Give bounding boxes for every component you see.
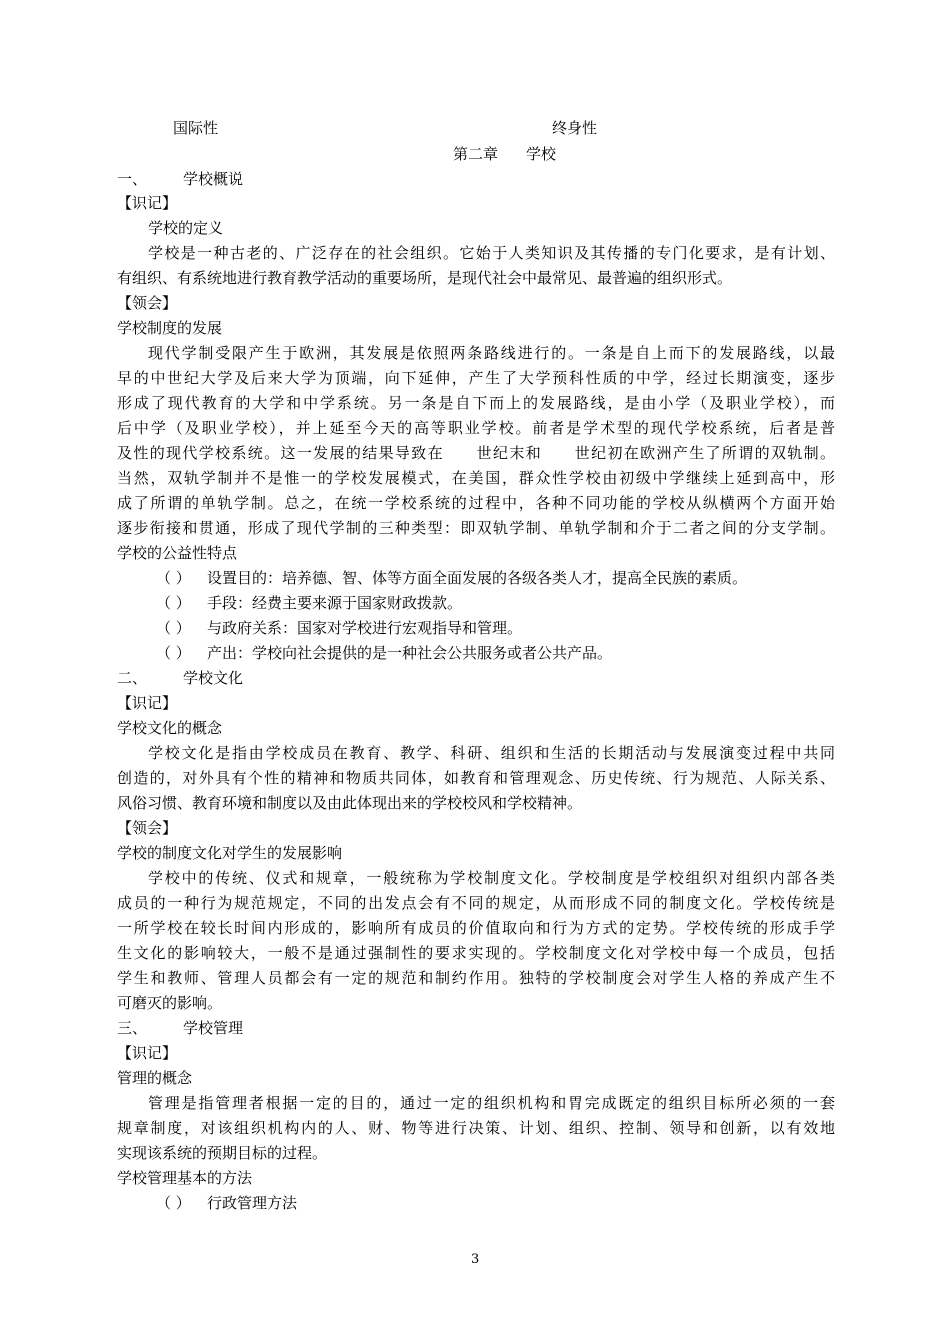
paragraph-line: 逐步衔接和贯通，形成了现代学制的三种类型：即双轨学制、单轨学制和介于二者之间的分支学制。 <box>117 519 835 537</box>
tag-memorize: 【识记】 <box>117 694 178 712</box>
subheading-school-culture: 学校文化的概念 <box>117 719 223 737</box>
paragraph-line: 学生和教师、管理人员都会有一定的规范和制约作用。独特的学校制度会对学生人格的养成产生不 <box>117 969 835 987</box>
paragraph-line: 创造的，对外具有个性的精神和物质共同体，如教育和管理观念、历史传统、行为规范、人际关系、 <box>117 769 835 787</box>
top-left-term: 国际性 <box>173 119 219 137</box>
top-right-term: 终身性 <box>552 119 598 137</box>
section-2-number: 二、 <box>117 669 148 687</box>
paragraph-line: 学校中的传统、仪式和规章，一般统称为学校制度文化。学校制度是学校组织对组织内部各类 <box>148 869 835 887</box>
section-3-number: 三、 <box>117 1019 148 1037</box>
paragraph-line: 规章制度，对该组织机构内的人、财、物等进行决策、计划、组织、控制、领导和创新，以有效地 <box>117 1119 835 1137</box>
paragraph-line: 早的中世纪大学及后来大学为顶端，向下延伸，产生了大学预科性质的中学，经过长期演变，逐步 <box>117 369 835 387</box>
paragraph-line: 后中学（及职业学校），并上延至今天的高等职业学校。前者是学术型的现代学校系统，后者是普 <box>117 419 835 437</box>
list-item-marker: （ ） <box>156 594 191 612</box>
subheading-school-definition: 学校的定义 <box>148 219 224 237</box>
list-item-text: 产出：学校向社会提供的是一种社会公共服务或者公共产品。 <box>207 644 613 662</box>
paragraph-line: 当然，双轨学制并不是惟一的学校发展模式，在美国，群众性学校由初级中学继续上延到高中，形 <box>117 469 835 487</box>
paragraph-line: 现代学制受限产生于欧洲，其发展是依照两条路线进行的。一条是自上而下的发展路线，以最 <box>148 344 835 362</box>
paragraph-line: 成了所谓的单轨学制。总之，在统一学校系统的过程中，各种不同功能的学校从纵横两个方面开始 <box>117 494 835 512</box>
subheading-management-concept: 管理的概念 <box>117 1069 193 1087</box>
list-item-text: 手段：经费主要来源于国家财政拨款。 <box>207 594 463 612</box>
paragraph-line: 生文化的影响较大，一般不是通过强制性的要求实现的。学校制度文化对学校中每一个成员，包括 <box>117 944 835 962</box>
list-item-text: 设置目的：培养德、智、体等方面全面发展的各级各类人才，提高全民族的素质。 <box>207 569 748 587</box>
section-1-number: 一、 <box>117 170 148 188</box>
page-number: 3 <box>471 1252 480 1267</box>
subheading-school-system: 学校制度的发展 <box>117 319 223 337</box>
tag-understand: 【领会】 <box>117 294 178 312</box>
list-item-marker: （ ） <box>156 1194 191 1212</box>
section-3-title: 学校管理 <box>183 1019 244 1037</box>
paragraph-line: 学校是一种古老的、广泛存在的社会组织。它始于人类知识及其传播的专门化要求，是有计划、 <box>148 244 835 262</box>
paragraph-line: 可磨灭的影响。 <box>117 994 223 1012</box>
tag-memorize: 【识记】 <box>117 1044 178 1062</box>
paragraph-line: 形成了现代教育的大学和中学系统。另一条是自下而上的发展路线，是由小学（及职业学校），而 <box>117 394 835 412</box>
paragraph-line: 成员的一种行为规范规定，不同的出发点会有不同的规定，从而形成不同的制度文化。学校传统是 <box>117 894 835 912</box>
list-item-marker: （ ） <box>156 569 191 587</box>
paragraph-line: 及性的现代学校系统。这一发展的结果导致在 世纪末和 世纪初在欧洲产生了所谓的双轨制。 <box>117 444 835 462</box>
paragraph-line: 风俗习惯、教育环境和制度以及由此体现出来的学校校风和学校精神。 <box>117 794 583 812</box>
tag-understand: 【领会】 <box>117 819 178 837</box>
paragraph-line: 管理是指管理者根据一定的目的，通过一定的组织机构和胃完成既定的组织目标所必须的一套 <box>148 1094 835 1112</box>
list-item-text: 与政府关系：国家对学校进行宏观指导和管理。 <box>207 619 523 637</box>
paragraph-line: 学校文化是指由学校成员在教育、教学、科研、组织和生活的长期活动与发展演变过程中共同 <box>148 744 835 762</box>
paragraph-line: 一所学校在较长时间内形成的，影响所有成员的价值取向和行为方式的定势。学校传统的形成手学 <box>117 919 835 937</box>
subheading-public-welfare: 学校的公益性特点 <box>117 544 238 562</box>
subheading-management-methods: 学校管理基本的方法 <box>117 1169 253 1187</box>
paragraph-line: 实现该系统的预期目标的过程。 <box>117 1144 328 1162</box>
chapter-title: 学校 <box>526 145 557 163</box>
list-item-text: 行政管理方法 <box>207 1194 298 1212</box>
paragraph-line: 有组织、有系统地进行教育教学活动的重要场所，是现代社会中最常见、最普遍的组织形式。 <box>117 269 733 287</box>
list-item-marker: （ ） <box>156 619 191 637</box>
section-1-title: 学校概说 <box>183 170 244 188</box>
section-2-title: 学校文化 <box>183 669 244 687</box>
subheading-institutional-culture: 学校的制度文化对学生的发展影响 <box>117 844 343 862</box>
chapter-number: 第二章 <box>453 145 499 163</box>
tag-memorize: 【识记】 <box>117 194 178 212</box>
list-item-marker: （ ） <box>156 644 191 662</box>
